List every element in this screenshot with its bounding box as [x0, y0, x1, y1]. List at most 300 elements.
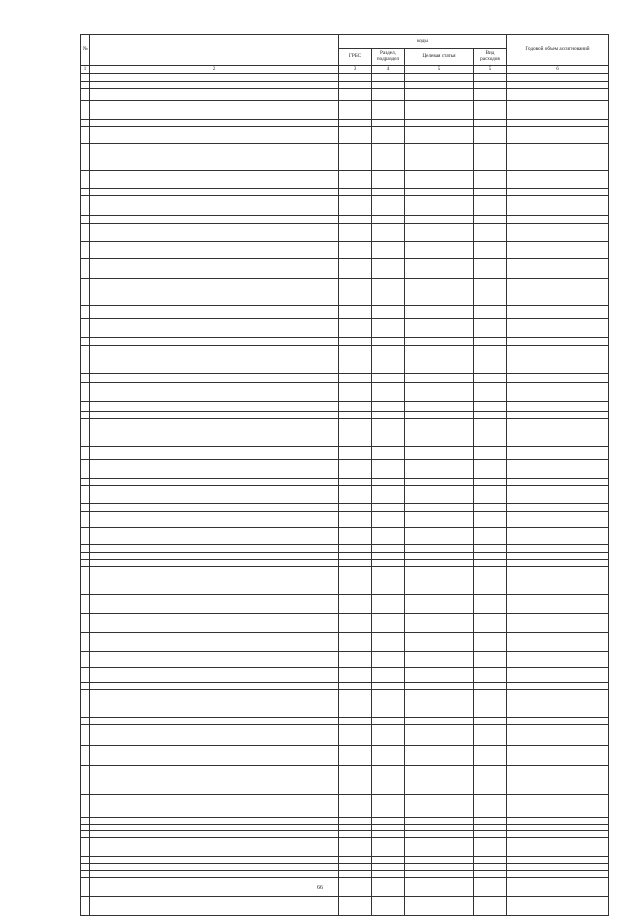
table-cell	[474, 306, 507, 319]
table-row	[81, 668, 609, 683]
table-cell	[372, 374, 405, 383]
table-cell	[339, 171, 372, 189]
table-row	[81, 402, 609, 412]
table-cell	[81, 279, 90, 306]
table-cell	[372, 259, 405, 279]
table-cell	[81, 857, 90, 864]
table-cell	[339, 818, 372, 825]
table-row	[81, 504, 609, 512]
table-cell	[372, 864, 405, 871]
table-cell	[507, 306, 609, 319]
table-cell	[90, 306, 339, 319]
table-cell	[81, 224, 90, 242]
header-celevaya: Целевая статья	[405, 49, 474, 66]
table-cell	[507, 838, 609, 857]
table-cell	[81, 871, 90, 878]
table-cell	[372, 144, 405, 171]
table-cell	[372, 690, 405, 718]
table-cell	[81, 838, 90, 857]
table-cell	[90, 419, 339, 447]
table-row	[81, 725, 609, 746]
table-body	[81, 74, 609, 916]
table-cell	[90, 878, 339, 897]
table-cell	[372, 545, 405, 553]
table-cell	[507, 383, 609, 402]
table-row	[81, 74, 609, 82]
table-cell	[507, 864, 609, 871]
column-number: 5	[405, 66, 474, 74]
table-cell	[507, 242, 609, 259]
table-cell	[507, 897, 609, 916]
table-row	[81, 633, 609, 652]
table-cell	[405, 259, 474, 279]
table-cell	[90, 402, 339, 412]
table-cell	[474, 683, 507, 690]
table-cell	[90, 120, 339, 127]
table-cell	[372, 479, 405, 486]
table-cell	[507, 338, 609, 346]
table-cell	[339, 528, 372, 545]
table-cell	[474, 144, 507, 171]
table-cell	[81, 319, 90, 338]
table-cell	[372, 795, 405, 818]
table-cell	[405, 553, 474, 560]
table-cell	[81, 746, 90, 766]
table-cell	[90, 818, 339, 825]
table-cell	[507, 857, 609, 864]
table-cell	[507, 412, 609, 419]
table-cell	[405, 279, 474, 306]
table-cell	[81, 74, 90, 82]
table-cell	[339, 553, 372, 560]
table-cell	[372, 82, 405, 89]
table-row	[81, 614, 609, 633]
table-cell	[474, 553, 507, 560]
table-cell	[507, 346, 609, 374]
table-row	[81, 831, 609, 838]
table-cell	[339, 216, 372, 224]
table-cell	[405, 633, 474, 652]
table-cell	[405, 402, 474, 412]
table-cell	[90, 319, 339, 338]
table-row	[81, 101, 609, 120]
table-cell	[339, 127, 372, 144]
table-cell	[405, 831, 474, 838]
table-cell	[507, 224, 609, 242]
table-row	[81, 897, 609, 916]
table-cell	[372, 668, 405, 683]
table-cell	[405, 878, 474, 897]
header-annual-amount: Годовой объем ассигнований	[507, 35, 609, 66]
table-cell	[339, 560, 372, 567]
table-cell	[90, 486, 339, 504]
table-cell	[81, 614, 90, 633]
table-cell	[81, 216, 90, 224]
table-cell	[474, 216, 507, 224]
table-cell	[90, 838, 339, 857]
table-cell	[474, 74, 507, 82]
table-cell	[474, 447, 507, 460]
table-cell	[90, 171, 339, 189]
table-cell	[81, 567, 90, 595]
table-cell	[372, 120, 405, 127]
table-cell	[507, 878, 609, 897]
table-cell	[372, 512, 405, 528]
table-row	[81, 89, 609, 101]
table-cell	[90, 718, 339, 725]
table-cell	[405, 479, 474, 486]
table-cell	[90, 545, 339, 553]
table-cell	[90, 504, 339, 512]
table-cell	[405, 383, 474, 402]
table-row	[81, 171, 609, 189]
table-cell	[339, 766, 372, 795]
table-cell	[372, 766, 405, 795]
table-cell	[81, 120, 90, 127]
table-cell	[405, 818, 474, 825]
table-cell	[405, 718, 474, 725]
table-cell	[372, 383, 405, 402]
table-cell	[339, 831, 372, 838]
table-cell	[405, 171, 474, 189]
table-cell	[81, 831, 90, 838]
table-cell	[405, 725, 474, 746]
table-cell	[339, 595, 372, 614]
table-row	[81, 306, 609, 319]
table-cell	[405, 766, 474, 795]
table-cell	[474, 668, 507, 683]
table-cell	[405, 864, 474, 871]
table-cell	[405, 120, 474, 127]
table-cell	[474, 419, 507, 447]
table-cell	[81, 528, 90, 545]
table-cell	[339, 897, 372, 916]
table-cell	[81, 683, 90, 690]
table-cell	[90, 279, 339, 306]
table-cell	[90, 725, 339, 746]
table-cell	[372, 127, 405, 144]
table-cell	[507, 831, 609, 838]
table-cell	[81, 127, 90, 144]
table-cell	[90, 224, 339, 242]
table-cell	[339, 74, 372, 82]
table-cell	[405, 338, 474, 346]
table-cell	[507, 319, 609, 338]
table-cell	[474, 279, 507, 306]
table-cell	[90, 89, 339, 101]
table-row	[81, 196, 609, 216]
table-cell	[507, 567, 609, 595]
table-cell	[339, 795, 372, 818]
table-cell	[90, 144, 339, 171]
table-cell	[81, 818, 90, 825]
column-number-row	[81, 66, 609, 74]
table-cell	[474, 171, 507, 189]
table-cell	[405, 224, 474, 242]
table-cell	[405, 746, 474, 766]
table-cell	[405, 89, 474, 101]
table-cell	[507, 259, 609, 279]
table-cell	[90, 242, 339, 259]
table-cell	[81, 196, 90, 216]
table-cell	[339, 857, 372, 864]
table-cell	[405, 857, 474, 864]
table-cell	[372, 567, 405, 595]
table-row	[81, 479, 609, 486]
table-row	[81, 127, 609, 144]
table-cell	[90, 82, 339, 89]
table-cell	[405, 683, 474, 690]
table-row	[81, 857, 609, 864]
table-cell	[81, 338, 90, 346]
table-cell	[339, 306, 372, 319]
table-row	[81, 553, 609, 560]
table-row	[81, 818, 609, 825]
table-cell	[372, 652, 405, 668]
table-cell	[507, 718, 609, 725]
table-cell	[81, 486, 90, 504]
header-number: №	[81, 35, 90, 66]
table-row	[81, 419, 609, 447]
table-cell	[372, 279, 405, 306]
table-cell	[474, 878, 507, 897]
table-cell	[405, 512, 474, 528]
table-cell	[372, 196, 405, 216]
table-cell	[81, 346, 90, 374]
table-cell	[507, 633, 609, 652]
table-cell	[90, 189, 339, 196]
table-cell	[507, 504, 609, 512]
table-cell	[405, 838, 474, 857]
table-cell	[81, 504, 90, 512]
table-cell	[372, 171, 405, 189]
table-cell	[405, 460, 474, 479]
table-cell	[405, 242, 474, 259]
table-cell	[405, 216, 474, 224]
table-cell	[372, 224, 405, 242]
table-cell	[81, 460, 90, 479]
table-cell	[81, 171, 90, 189]
table-cell	[339, 82, 372, 89]
table-cell	[507, 683, 609, 690]
table-cell	[372, 633, 405, 652]
table-cell	[474, 795, 507, 818]
table-cell	[339, 120, 372, 127]
table-cell	[90, 668, 339, 683]
table-cell	[90, 795, 339, 818]
table-cell	[372, 878, 405, 897]
table-row	[81, 864, 609, 871]
table-row	[81, 447, 609, 460]
table-cell	[405, 795, 474, 818]
table-cell	[339, 512, 372, 528]
table-cell	[372, 614, 405, 633]
table-cell	[81, 101, 90, 120]
table-cell	[405, 196, 474, 216]
table-cell	[81, 766, 90, 795]
table-cell	[474, 504, 507, 512]
table-cell	[90, 338, 339, 346]
table-cell	[90, 567, 339, 595]
table-row	[81, 683, 609, 690]
table-cell	[339, 746, 372, 766]
table-cell	[507, 746, 609, 766]
table-cell	[405, 189, 474, 196]
table-row	[81, 242, 609, 259]
table-cell	[339, 319, 372, 338]
table-cell	[405, 319, 474, 338]
table-row	[81, 690, 609, 718]
table-cell	[81, 690, 90, 718]
table-cell	[339, 690, 372, 718]
table-row	[81, 718, 609, 725]
table-cell	[474, 818, 507, 825]
table-cell	[474, 512, 507, 528]
table-cell	[507, 512, 609, 528]
table-cell	[81, 383, 90, 402]
table-cell	[372, 346, 405, 374]
table-row	[81, 224, 609, 242]
table-cell	[372, 216, 405, 224]
table-cell	[372, 553, 405, 560]
table-row	[81, 319, 609, 338]
table-row	[81, 560, 609, 567]
table-cell	[474, 725, 507, 746]
table-cell	[90, 864, 339, 871]
table-cell	[507, 545, 609, 553]
table-cell	[405, 419, 474, 447]
budget-table	[80, 34, 609, 916]
column-number: 2	[90, 66, 339, 74]
table-cell	[372, 338, 405, 346]
table-cell	[474, 652, 507, 668]
column-number: 1	[81, 66, 90, 74]
table-cell	[507, 89, 609, 101]
table-cell	[507, 374, 609, 383]
table-cell	[405, 374, 474, 383]
table-cell	[81, 652, 90, 668]
table-cell	[474, 864, 507, 871]
table-cell	[90, 528, 339, 545]
table-cell	[474, 831, 507, 838]
table-cell	[474, 567, 507, 595]
table-cell	[507, 871, 609, 878]
table-row	[81, 412, 609, 419]
table-cell	[474, 486, 507, 504]
table-cell	[90, 560, 339, 567]
table-cell	[81, 545, 90, 553]
table-cell	[90, 512, 339, 528]
table-cell	[81, 595, 90, 614]
table-cell	[81, 82, 90, 89]
table-row	[81, 486, 609, 504]
table-cell	[339, 838, 372, 857]
table-cell	[339, 545, 372, 553]
table-cell	[405, 74, 474, 82]
table-cell	[372, 460, 405, 479]
table-cell	[474, 766, 507, 795]
table-cell	[90, 614, 339, 633]
table-cell	[507, 402, 609, 412]
table-cell	[339, 567, 372, 595]
table-cell	[372, 74, 405, 82]
table-row	[81, 338, 609, 346]
table-cell	[81, 144, 90, 171]
table-cell	[90, 259, 339, 279]
table-cell	[90, 633, 339, 652]
table-row	[81, 871, 609, 878]
table-cell	[81, 242, 90, 259]
table-cell	[507, 595, 609, 614]
table-cell	[81, 479, 90, 486]
table-cell	[507, 447, 609, 460]
table-cell	[405, 690, 474, 718]
table-cell	[474, 614, 507, 633]
table-cell	[90, 553, 339, 560]
table-cell	[372, 419, 405, 447]
table-cell	[474, 633, 507, 652]
table-cell	[474, 838, 507, 857]
table-cell	[507, 614, 609, 633]
table-cell	[507, 189, 609, 196]
table-header-row	[81, 35, 609, 49]
table-cell	[90, 683, 339, 690]
table-cell	[90, 460, 339, 479]
table-cell	[507, 528, 609, 545]
table-cell	[507, 101, 609, 120]
table-cell	[474, 412, 507, 419]
table-cell	[507, 460, 609, 479]
table-cell	[405, 560, 474, 567]
table-cell	[81, 668, 90, 683]
table-cell	[507, 553, 609, 560]
page-number: 66	[317, 885, 323, 891]
table-cell	[507, 120, 609, 127]
table-cell	[405, 504, 474, 512]
table-cell	[507, 196, 609, 216]
table-cell	[474, 545, 507, 553]
table-cell	[372, 89, 405, 101]
column-number: 4	[372, 66, 405, 74]
table-cell	[405, 871, 474, 878]
table-cell	[507, 652, 609, 668]
table-cell	[339, 101, 372, 120]
table-cell	[339, 144, 372, 171]
header-vid: Вид расходов	[474, 49, 507, 66]
table-cell	[339, 419, 372, 447]
table-cell	[372, 412, 405, 419]
table-cell	[339, 668, 372, 683]
table-row	[81, 652, 609, 668]
table-cell	[90, 857, 339, 864]
table-cell	[372, 504, 405, 512]
table-cell	[339, 486, 372, 504]
table-cell	[81, 402, 90, 412]
table-cell	[339, 259, 372, 279]
column-number: 6	[507, 66, 609, 74]
table-cell	[90, 652, 339, 668]
table-cell	[372, 595, 405, 614]
table-row	[81, 82, 609, 89]
table-cell	[405, 528, 474, 545]
table-cell	[372, 402, 405, 412]
table-cell	[474, 196, 507, 216]
table-cell	[81, 189, 90, 196]
table-cell	[372, 725, 405, 746]
table-cell	[474, 120, 507, 127]
table-row	[81, 746, 609, 766]
table-row	[81, 545, 609, 553]
